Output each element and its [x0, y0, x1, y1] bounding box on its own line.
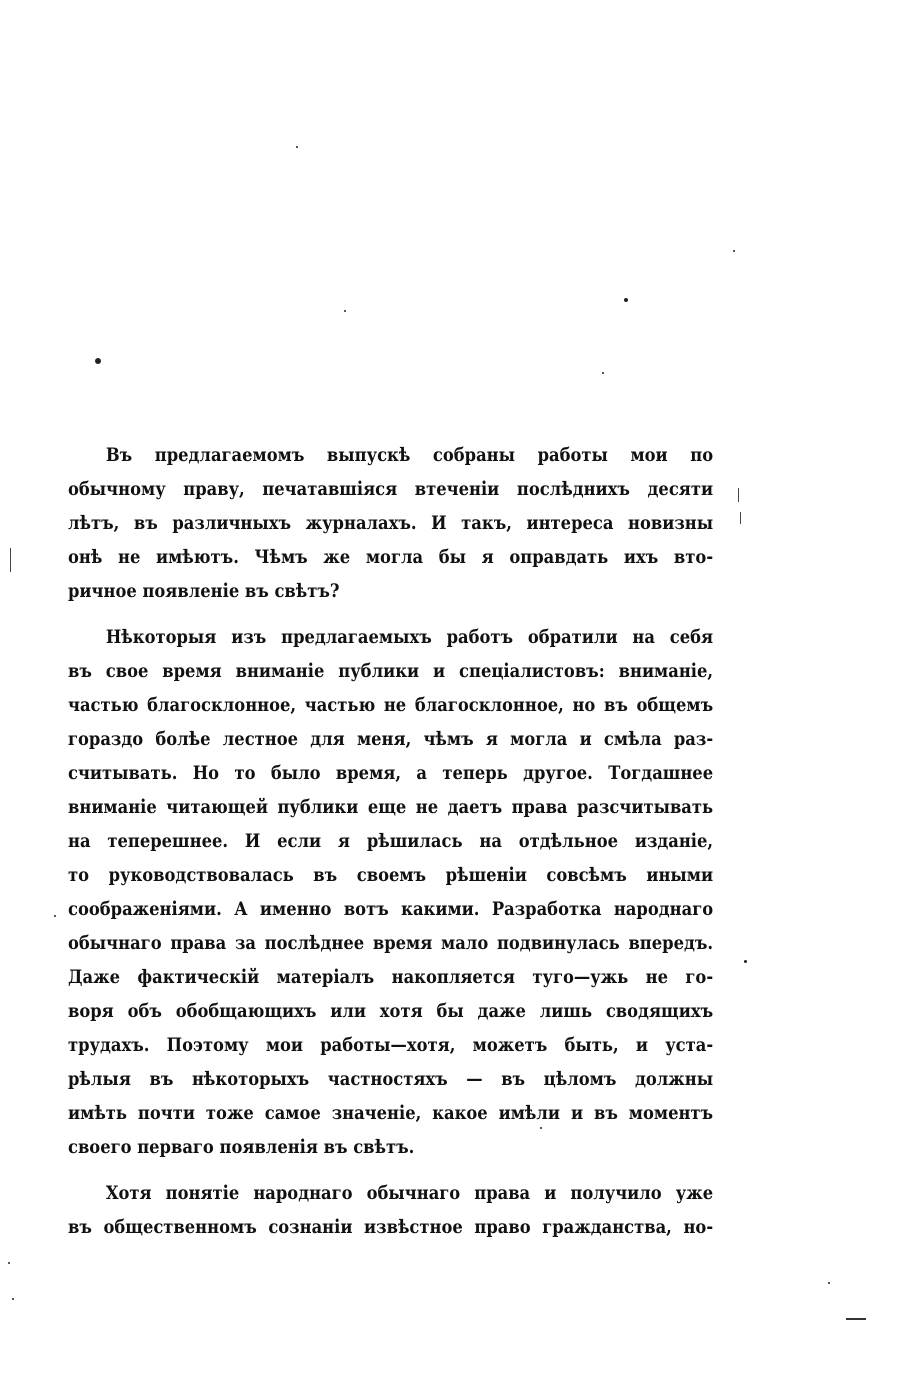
text-line: ричное появленіе въ свѣтъ?: [68, 580, 340, 602]
text-line: считывать. Но то было время, а теперь другое. Тогдашнее: [68, 762, 714, 784]
paragraph-2: [68, 620, 713, 1164]
scan-speck: [744, 960, 747, 963]
body-text: [68, 438, 713, 1244]
text-line: частью благосклонное, частью не благосклонное, но въ общемъ: [68, 694, 714, 716]
margin-mark: [738, 488, 739, 502]
paragraph-3: [68, 1176, 713, 1244]
text-line: гораздо болѣе лестное для меня, чѣмъ я могла и смѣла раз-: [68, 728, 714, 750]
text-line: вниманіе читающей публики еще не даетъ права разсчитывать: [68, 796, 714, 818]
text-line: лѣтъ, въ различныхъ журналахъ. И такъ, интереса новизны: [68, 512, 714, 534]
scan-speck: [54, 915, 56, 917]
margin-mark: [740, 512, 741, 524]
margin-mark: [10, 548, 11, 572]
text-line: въ общественномъ сознаніи извѣстное право гражданства, но-: [68, 1216, 714, 1238]
text-line: рѣлыя въ нѣкоторыхъ частностяхъ — въ цѣломъ должны: [68, 1068, 714, 1090]
text-line: трудахъ. Поэтому мои работы—хотя, можетъ быть, и уста-: [68, 1034, 714, 1056]
scan-speck: [344, 310, 346, 312]
text-line: соображеніями. А именно вотъ какими. Разработка народнаго: [68, 898, 714, 920]
paragraph-1: [68, 438, 713, 608]
text-line: обычному праву, печатавшіяся втеченіи послѣднихъ десяти: [68, 478, 714, 500]
text-line: своего перваго появленія въ свѣтъ.: [68, 1136, 415, 1158]
scan-speck: [540, 1127, 542, 1129]
scan-speck: [733, 250, 735, 252]
scan-speck: [296, 146, 298, 148]
scan-speck: [95, 358, 101, 364]
text-line: на теперешнее. И если я рѣшилась на отдѣльное изданіе,: [68, 830, 714, 852]
scan-speck: [828, 1282, 830, 1284]
scan-speck: [8, 1262, 10, 1264]
text-line: имѣть почти тоже самое значеніе, какое имѣли и въ моментъ: [68, 1102, 714, 1124]
scan-speck: [602, 372, 604, 374]
scan-speck: [624, 298, 628, 302]
paragraph-gap: [68, 608, 713, 620]
text-line: то руководствовалась въ своемъ рѣшеніи совсѣмъ иными: [68, 864, 714, 886]
text-line: онѣ не имѣютъ. Чѣмъ же могла бы я оправдать ихъ вто-: [68, 546, 714, 568]
text-line: Хотя понятіе народнаго обычнаго права и получило уже: [105, 1182, 714, 1204]
text-line: Нѣкоторыя изъ предлагаемыхъ работъ обратили на себя: [105, 626, 714, 648]
text-line: воря объ обобщающихъ или хотя бы даже лишь сводящихъ: [68, 1000, 714, 1022]
text-line: Даже фактическій матеріалъ накопляется туго—ужь не го-: [68, 966, 714, 988]
scan-mark: [846, 1318, 866, 1320]
paragraph-gap: [68, 1164, 713, 1176]
text-line: обычнаго права за послѣднее время мало подвинулась впередъ.: [68, 932, 714, 954]
text-line: въ свое время вниманіе публики и спеціалистовъ: вниманіе,: [68, 660, 714, 682]
text-line: Въ предлагаемомъ выпускѣ собраны работы мои по: [105, 444, 714, 466]
scan-speck: [12, 1298, 14, 1300]
